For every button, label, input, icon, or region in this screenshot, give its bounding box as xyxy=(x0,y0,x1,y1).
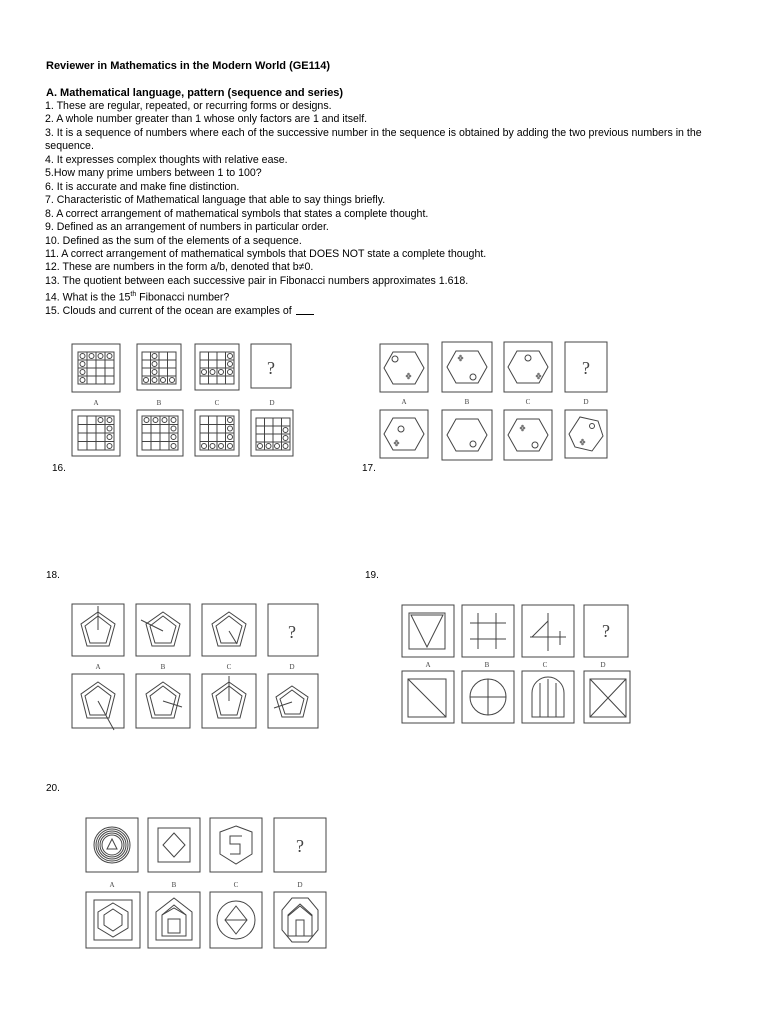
option-label-d: D xyxy=(297,881,303,889)
question-4: 4. It expresses complex thoughts with relative ease. xyxy=(45,153,288,166)
question-15: 15. Clouds and current of the ocean are examples of xyxy=(45,305,735,318)
question-7: 7. Characteristic of Mathematical language that able to say things briefly. xyxy=(45,194,386,207)
question-2: 2. A whole number greater than 1 whose only factors are 1 and itself. xyxy=(45,113,368,126)
question-18-number: 18. xyxy=(46,570,60,581)
question-list xyxy=(45,100,735,319)
option-label-a: A xyxy=(93,399,99,407)
question-17-number: 17. xyxy=(362,463,376,474)
question-20-number: 20. xyxy=(46,783,60,794)
question-13: 13. The quotient between each successive pair in Fibonacci numbers approximates 1.618. xyxy=(45,274,469,287)
puzzle-19-figure xyxy=(398,601,634,733)
question-19-number: 19. xyxy=(365,570,379,581)
option-label-c: C xyxy=(226,663,232,671)
question-10: 10. Defined as the sum of the elements of a sequence. xyxy=(45,234,302,247)
puzzle-20-figure xyxy=(82,812,338,954)
option-label-b: B xyxy=(171,881,177,889)
question-mark: ? xyxy=(288,622,296,642)
question-5: 5.How many prime umbers between 1 to 100? xyxy=(45,167,262,180)
question-9: 9. Defined as an arrangement of numbers in particular order. xyxy=(45,221,329,234)
puzzle-18-figure xyxy=(68,598,324,742)
option-label-b: B xyxy=(484,661,490,669)
option-label-c: C xyxy=(542,661,548,669)
question-11: 11. A correct arrangement of mathematical symbols that DOES NOT state a complete thought. xyxy=(45,247,487,260)
option-label-d: D xyxy=(269,399,275,407)
question-1: 1. These are regular, repeated, or recurring forms or designs. xyxy=(45,100,332,112)
question-8: 8. A correct arrangement of mathematical symbols that states a complete thought. xyxy=(45,207,429,220)
option-label-b: B xyxy=(464,398,470,406)
question-mark: ? xyxy=(267,358,275,378)
question-16-number: 16. xyxy=(52,463,66,474)
section-a-title: A. Mathematical language, pattern (sequence and series) xyxy=(46,87,344,99)
option-label-b: B xyxy=(160,663,166,671)
question-mark: ? xyxy=(296,836,304,856)
question-14: 14. What is the 15th Fibonacci number? xyxy=(45,291,230,304)
option-label-c: C xyxy=(233,881,239,889)
question-mark: ? xyxy=(602,621,610,641)
document-title: Reviewer in Mathematics in the Modern World (GE114) xyxy=(46,60,331,72)
option-label-a: A xyxy=(401,398,407,406)
option-label-c: C xyxy=(525,398,531,406)
question-6: 6. It is accurate and make fine distinction. xyxy=(45,180,240,193)
puzzle-17-figure xyxy=(376,338,612,464)
option-label-a: A xyxy=(425,661,431,669)
option-label-d: D xyxy=(583,398,589,406)
option-label-d: D xyxy=(600,661,606,669)
option-label-b: B xyxy=(156,399,162,407)
question-12: 12. These are numbers in the form a/b, denoted that b≠0. xyxy=(45,261,314,274)
question-mark: ? xyxy=(582,358,590,378)
answer-blank xyxy=(296,314,314,315)
option-label-d: D xyxy=(289,663,295,671)
option-label-c: C xyxy=(214,399,220,407)
question-3: 3. It is a sequence of numbers where each of the successive number in the sequence is obtained by adding the two previous numbers in the sequence. xyxy=(45,126,702,153)
option-label-a: A xyxy=(109,881,115,889)
option-label-a: A xyxy=(95,663,101,671)
puzzle-16-figure xyxy=(68,340,300,460)
